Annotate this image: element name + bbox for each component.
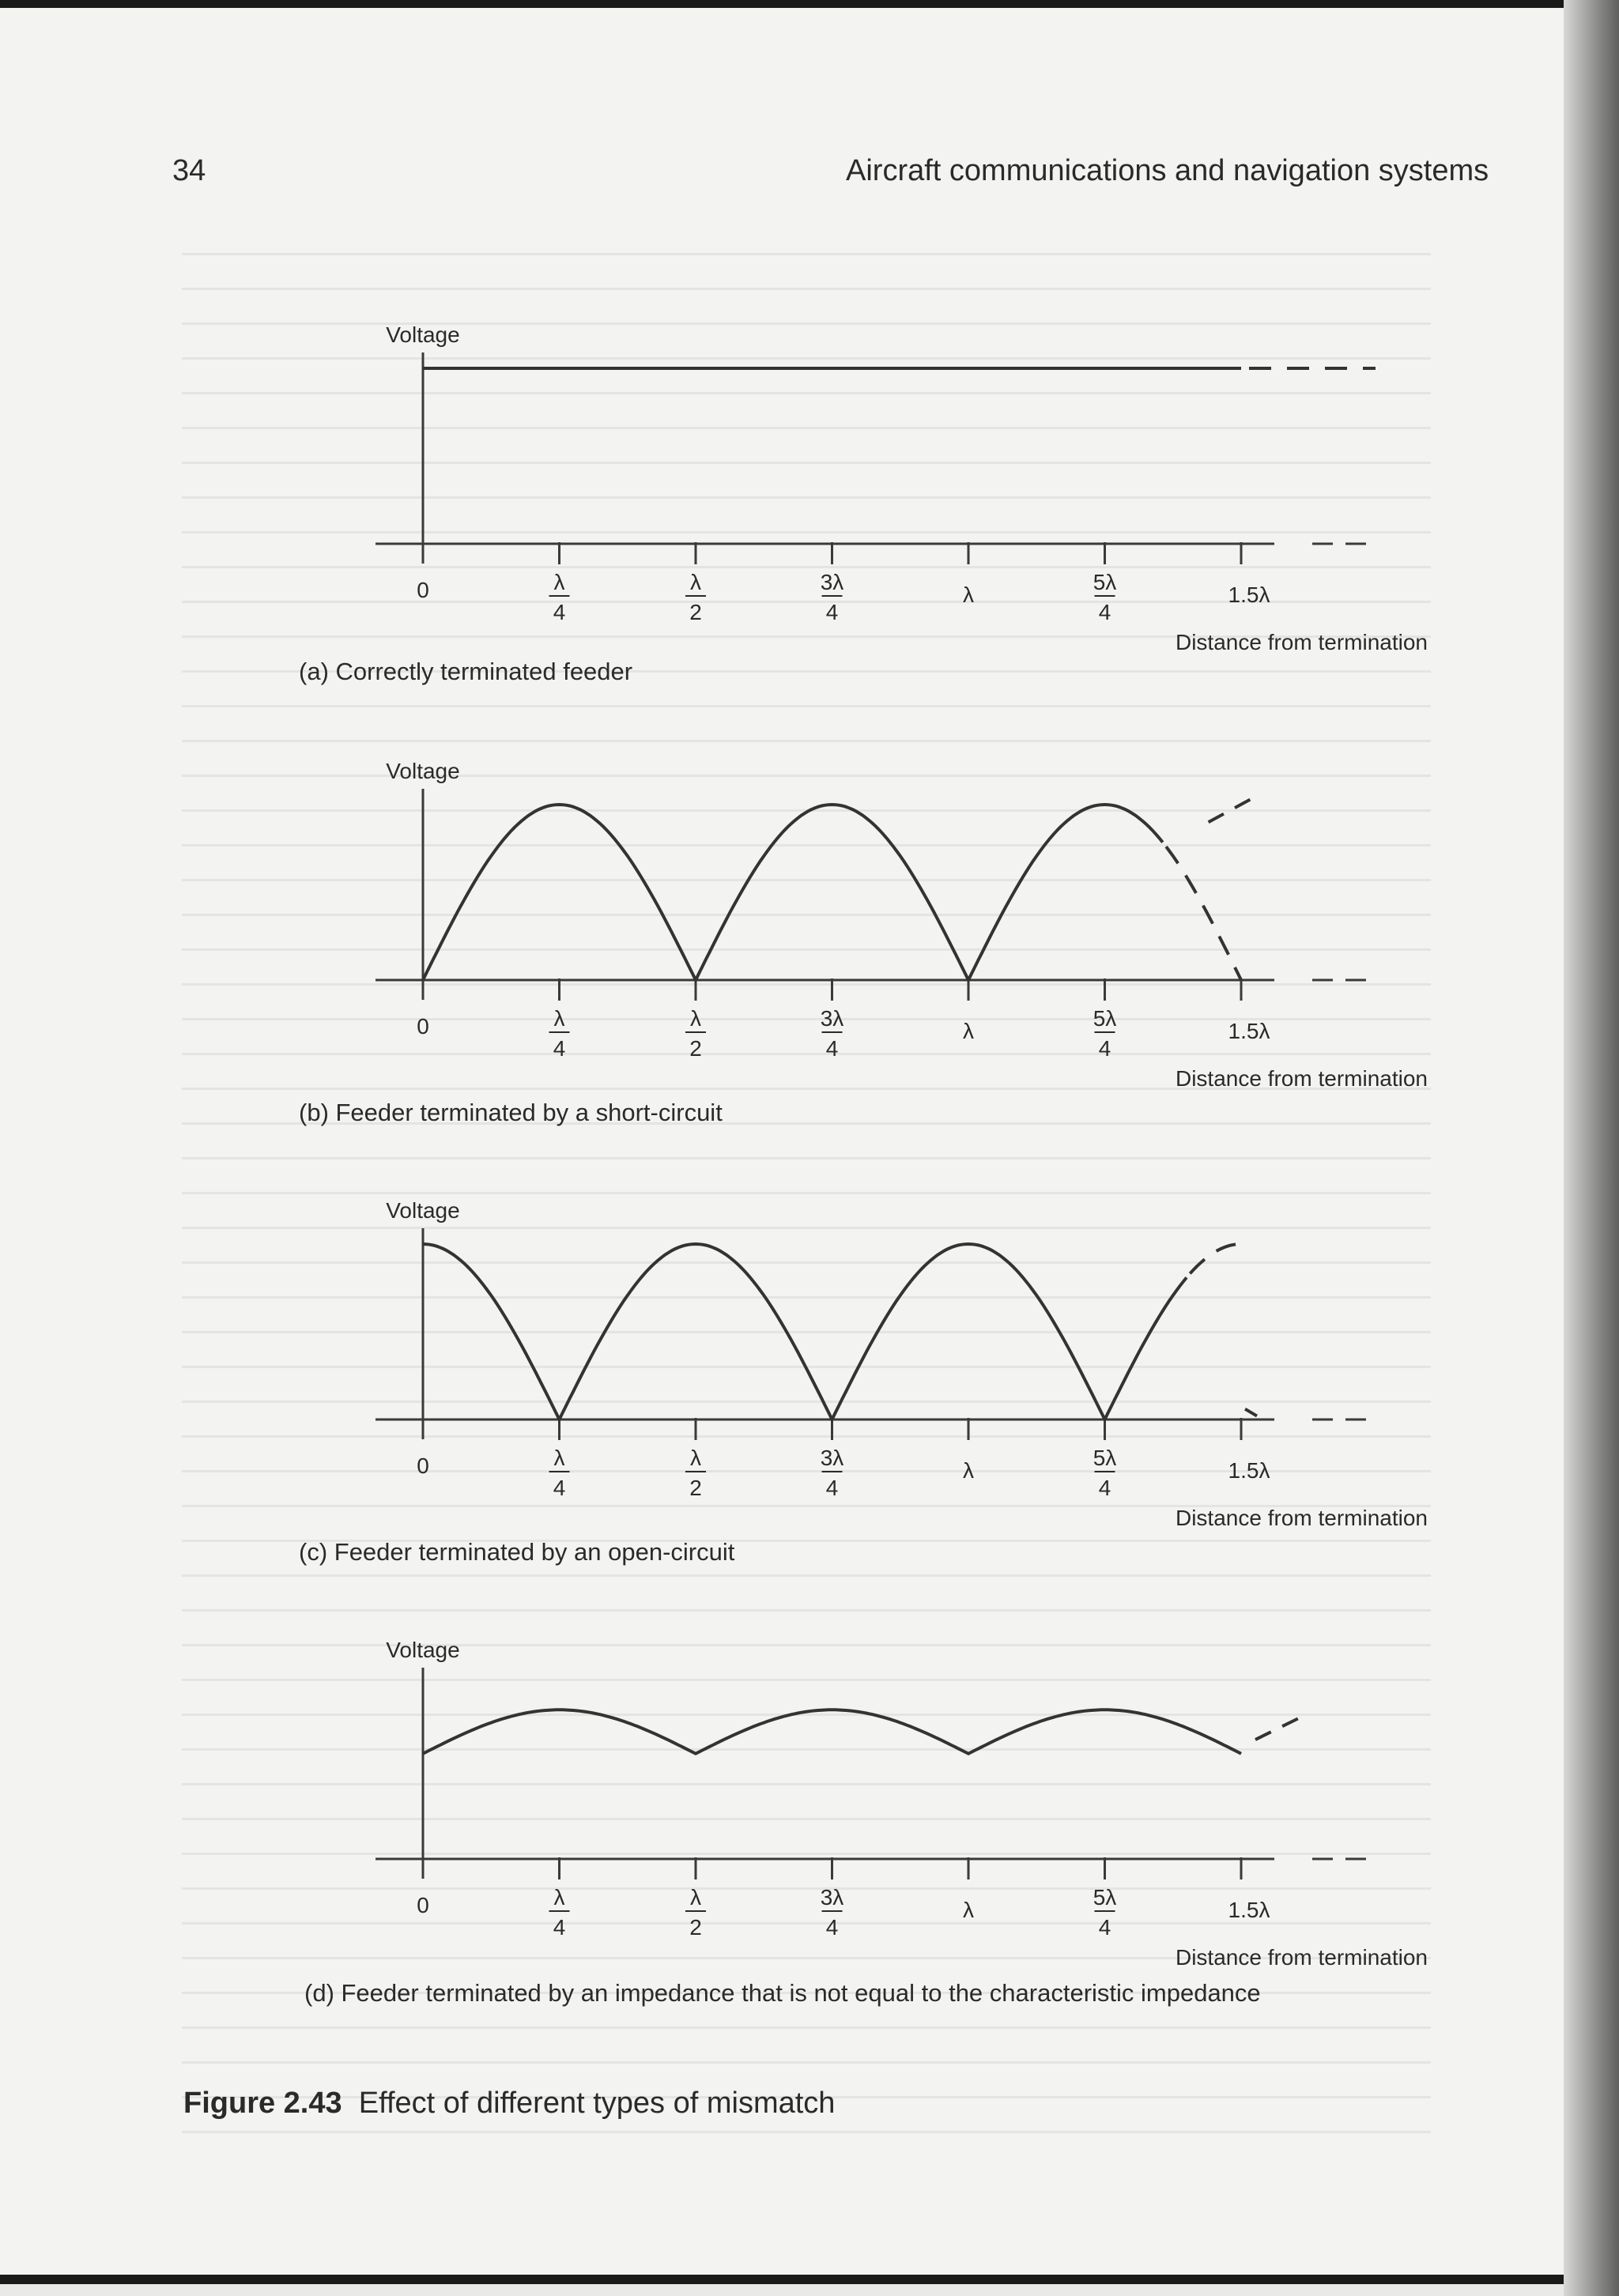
panel-c-voltage-curve-dashed [1245,1409,1257,1416]
panel-a-tick-label: 2 [689,600,702,624]
panel-a-tick-label: 0 [417,578,429,602]
panel-b-tick-label: 5λ [1093,1006,1117,1031]
panel-d-tick-label: 4 [825,1915,839,1940]
panel-a-tick-label: 4 [825,600,839,624]
panel-d-tick-label: 2 [689,1915,702,1940]
panel-c-x-label: Distance from termination [1175,1506,1428,1530]
panel-a-tick-label: 3λ [820,570,844,594]
panel-c-tick-label: 1.5λ [1228,1458,1270,1483]
panel-d-tick-label: 5λ [1093,1885,1117,1910]
panel-d-y-label: Voltage [386,1638,460,1662]
panel-b-tick-label: 4 [553,1036,566,1061]
panel-a-tick-label: 4 [1098,600,1111,624]
panel-b-voltage-curve-dashed [1209,796,1257,822]
panel-b-tick-label: 1.5λ [1228,1019,1270,1043]
panel-a-tick-label: λ [690,570,701,594]
panel-b-voltage-curve-dashed [1166,846,1241,980]
panel-c-tick-label: 4 [825,1476,839,1500]
panel-b-caption: (b) Feeder terminated by a short-circuit [299,1099,723,1126]
running-head: Aircraft communications and navigation systems [846,154,1489,187]
panel-c-y-label: Voltage [386,1198,460,1223]
panel-a-y-label: Voltage [386,322,460,347]
panel-c-voltage-curve [423,1244,1187,1419]
panel-c-tick-label: λ [690,1446,701,1470]
panel-b-voltage-curve [423,805,1163,980]
panel-b-tick-label: 3λ [820,1006,844,1031]
panel-a-tick-label: 1.5λ [1228,582,1270,607]
panel-b-tick-label: 0 [417,1014,429,1039]
panel-d-tick-label: λ [690,1885,701,1910]
panel-b-tick-label: 4 [1098,1036,1111,1061]
page-number: 34 [172,154,206,187]
panel-c-tick-label: 0 [417,1453,429,1478]
panel-d-caption: (d) Feeder terminated by an impedance that is not equal to the characteristic impedance [304,1979,1261,2007]
panel-a-tick-label: 5λ [1093,570,1117,594]
panel-d-voltage-curve [423,1710,1241,1754]
panel-c-tick-label: 3λ [820,1446,844,1470]
panel-d-tick-label: 4 [1098,1915,1111,1940]
panel-d-tick-label: λ [963,1898,974,1922]
panel-a-tick-label: λ [963,582,974,607]
panel-d-tick-label: 4 [553,1915,566,1940]
panel-c-tick-label: λ [553,1446,565,1470]
panel-c-voltage-curve-dashed [1190,1244,1241,1273]
panel-b-tick-label: λ [553,1006,565,1031]
panel-d-voltage-curve-dashed [1255,1718,1298,1740]
panel-a-tick-label: 4 [553,600,566,624]
panel-d-x-label: Distance from termination [1175,1945,1428,1970]
figure-caption-text: Effect of different types of mismatch [358,2087,836,2120]
panel-b-tick-label: 2 [689,1036,702,1061]
panel-c-tick-label: 4 [1098,1476,1111,1500]
figure-label: Figure 2.43 [183,2087,342,2120]
panel-a-x-label: Distance from termination [1175,630,1428,654]
panel-a-caption: (a) Correctly terminated feeder [299,658,633,685]
panel-a-tick-label: λ [553,570,565,594]
panel-b-tick-label: 4 [825,1036,839,1061]
panel-b-x-label: Distance from termination [1175,1066,1428,1091]
panel-d-tick-label: λ [553,1885,565,1910]
panel-d-tick-label: 0 [417,1893,429,1917]
panel-b-tick-label: λ [963,1019,974,1043]
panel-c-tick-label: λ [963,1458,974,1483]
panel-b-y-label: Voltage [386,759,460,783]
panel-d-tick-label: 1.5λ [1228,1898,1270,1922]
panel-c-tick-label: 2 [689,1476,702,1500]
panel-c-tick-label: 4 [553,1476,566,1500]
panel-c-caption: (c) Feeder terminated by an open-circuit [299,1538,735,1566]
panel-b-tick-label: λ [690,1006,701,1031]
panel-d-tick-label: 3λ [820,1885,844,1910]
panel-c-tick-label: 5λ [1093,1446,1117,1470]
